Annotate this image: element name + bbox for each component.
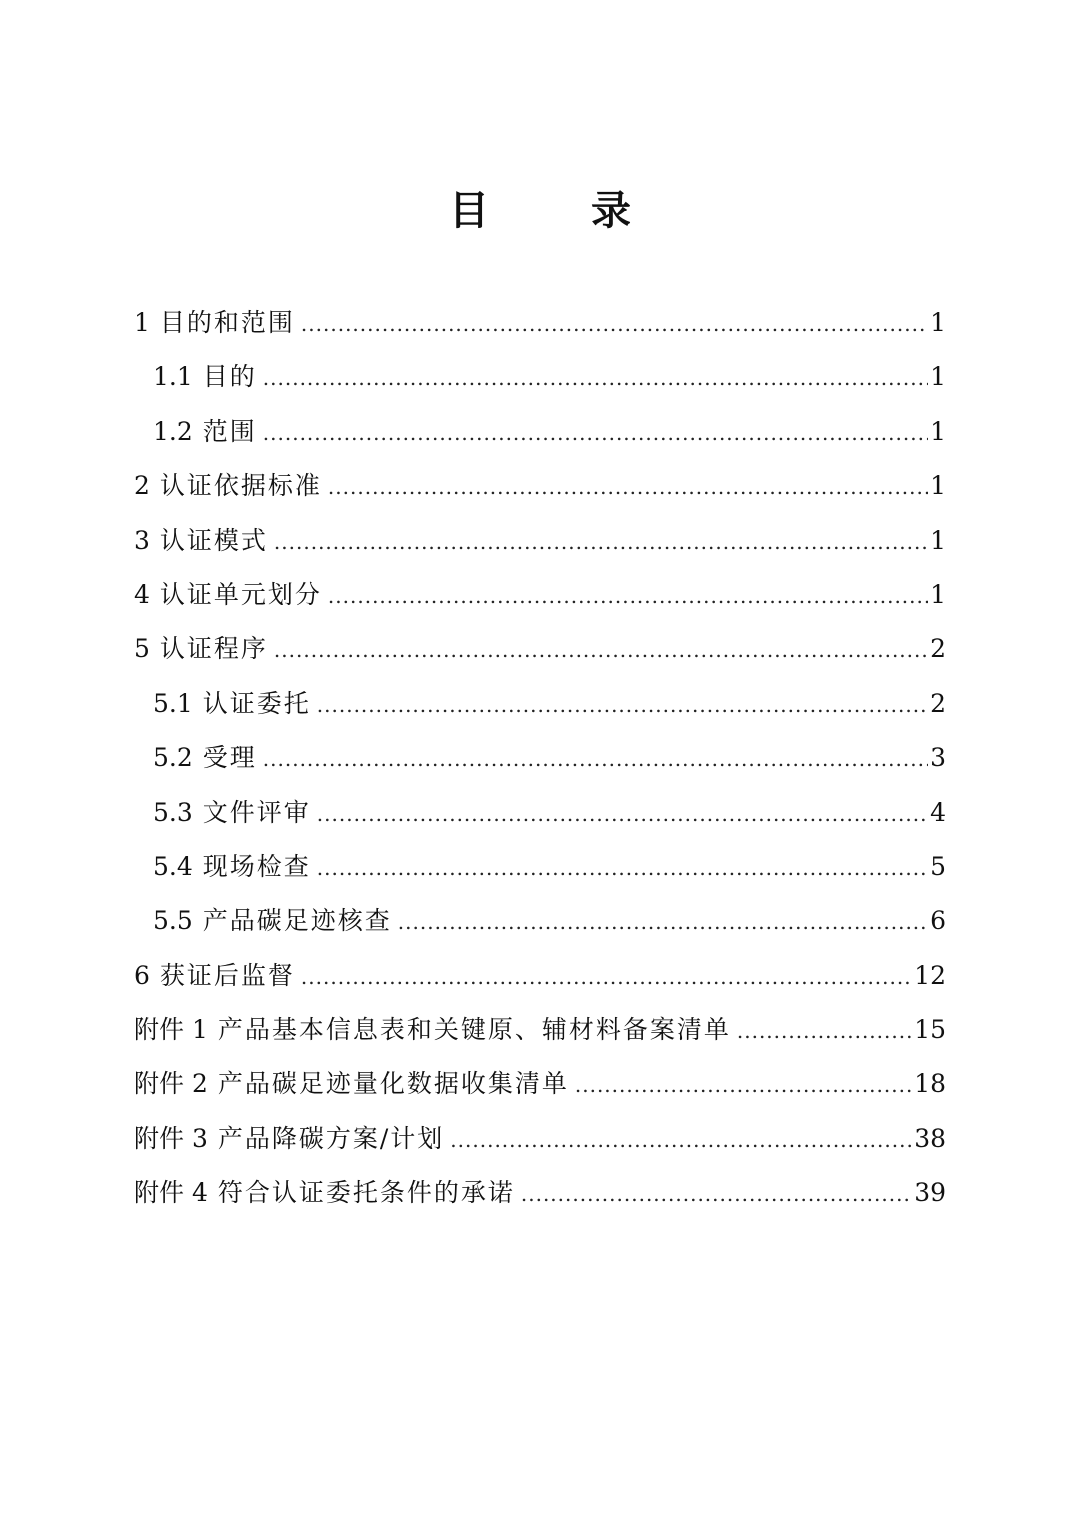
toc-page-number: 1 [930, 525, 946, 555]
toc-dot-leader [301, 950, 912, 1004]
toc-entry-number: 1.2 [153, 416, 193, 446]
toc-entry[interactable] [134, 514, 946, 568]
toc-entry-label [134, 296, 295, 350]
toc-entry-number: 6 [134, 960, 150, 990]
toc-entry-number: 附件 2 [134, 1069, 208, 1099]
toc-entry-number: 5 [134, 634, 150, 664]
toc-entry-title: 产品碳足迹核查 [202, 906, 392, 936]
toc-entry-number: 附件 4 [134, 1178, 208, 1208]
toc-dot-leader [737, 1004, 912, 1058]
toc-dot-leader [274, 515, 928, 569]
toc-entry[interactable] [134, 677, 946, 731]
toc-dot-leader [263, 406, 928, 460]
toc-entry-label [153, 786, 311, 840]
toc-entry-label [134, 568, 322, 622]
toc-dot-leader [398, 895, 928, 949]
toc-page-number: 3 [930, 743, 946, 773]
toc-entry-title: 产品降碳方案/计划 [217, 1123, 445, 1153]
toc-entry-title: 获证后监督 [159, 960, 295, 990]
toc-dot-leader [317, 841, 928, 895]
toc-page-number: 2 [930, 634, 946, 664]
toc-entry-number: 3 [134, 525, 150, 555]
toc-page-number: 1 [930, 471, 946, 501]
toc-entry[interactable] [134, 1003, 946, 1057]
toc-entry-number: 2 [134, 471, 150, 501]
toc-entry-title: 认证模式 [159, 525, 268, 555]
toc-entry[interactable] [134, 786, 946, 840]
toc-entry-number: 1 [134, 308, 150, 337]
toc-entry-title: 目的 [202, 362, 257, 392]
toc-entry-number: 附件 1 [134, 1015, 208, 1045]
toc-entry[interactable] [134, 949, 946, 1003]
toc-entry-title: 认证单元划分 [159, 579, 322, 609]
toc-page-number: 6 [930, 906, 946, 936]
toc-entry-label [134, 1057, 569, 1111]
toc-entry-label [134, 1003, 731, 1057]
toc-entry-title: 符合认证委托条件的承诺 [217, 1178, 515, 1208]
toc-entry[interactable] [134, 894, 946, 948]
toc-entry-label [153, 894, 392, 948]
toc-page-number: 18 [914, 1069, 946, 1099]
toc-entry-number: 5.3 [153, 797, 193, 827]
toc-page-number: 1 [930, 362, 946, 392]
toc-entry[interactable] [134, 296, 946, 350]
toc-entry-label [153, 405, 257, 459]
toc-page-number: 12 [914, 960, 946, 990]
toc-entry-title: 认证依据标准 [159, 471, 322, 501]
toc-entry-number: 5.5 [153, 906, 193, 936]
toc-entry[interactable] [134, 1057, 946, 1111]
toc-entry-title: 现场检查 [202, 851, 311, 881]
toc-page-number: 38 [914, 1123, 946, 1153]
toc-entry[interactable] [134, 459, 946, 513]
toc-entry-number: 4 [134, 579, 150, 609]
toc-dot-leader [450, 1113, 912, 1167]
toc-entry[interactable] [134, 731, 946, 785]
toc-entry-label [153, 677, 311, 731]
toc-dot-leader [575, 1058, 912, 1112]
toc-page-number: 39 [914, 1178, 946, 1208]
toc-entry-title: 认证程序 [159, 634, 268, 664]
toc-entry-title: 文件评审 [202, 797, 311, 827]
toc-entry-title: 认证委托 [202, 688, 311, 718]
toc-entry-title: 目的和范围 [159, 308, 295, 337]
toc-entry-label [153, 731, 257, 785]
toc-entry-title: 产品碳足迹量化数据收集清单 [217, 1069, 569, 1099]
toc-entry[interactable] [134, 1166, 946, 1220]
toc-entry-label [134, 514, 268, 568]
toc-page-number: 1 [930, 416, 946, 446]
toc-page-number: 5 [930, 851, 946, 881]
toc-dot-leader [328, 569, 928, 623]
toc-entry-label [134, 459, 322, 513]
toc-dot-leader [317, 787, 928, 841]
toc-entry-number: 5.4 [153, 851, 193, 881]
toc-entry-label [153, 350, 257, 404]
toc-dot-leader [301, 297, 928, 351]
toc-entry-title: 受理 [202, 743, 257, 773]
toc-page-number: 2 [930, 688, 946, 718]
toc-entry-label [134, 949, 295, 1003]
toc-entry-title: 产品基本信息表和关键原、辅材料备案清单 [217, 1015, 731, 1045]
toc-entry-title: 范围 [202, 416, 257, 446]
toc-dot-leader [263, 732, 928, 786]
toc-entry[interactable] [134, 840, 946, 894]
toc-dot-leader [263, 351, 928, 405]
toc-entry[interactable] [134, 405, 946, 459]
toc-entry-label [134, 1166, 515, 1220]
toc-entry-label [134, 1112, 444, 1166]
toc-entry-label [134, 622, 268, 676]
table-of-contents [134, 296, 946, 1221]
toc-dot-leader [521, 1167, 912, 1221]
toc-entry[interactable] [134, 1112, 946, 1166]
toc-page-number: 15 [914, 1015, 946, 1045]
toc-entry[interactable] [134, 350, 946, 404]
toc-entry-label [153, 840, 311, 894]
toc-entry-number: 5.2 [153, 743, 193, 773]
toc-dot-leader [317, 678, 928, 732]
toc-entry-number: 附件 3 [134, 1123, 208, 1153]
toc-page-number: 4 [930, 797, 946, 827]
toc-entry[interactable] [134, 622, 946, 676]
toc-dot-leader [328, 460, 928, 514]
toc-entry-number: 5.1 [153, 688, 193, 718]
toc-entry[interactable] [134, 568, 946, 622]
page-title: 目 录 [449, 188, 675, 234]
toc-dot-leader [274, 623, 928, 677]
toc-entry-number: 1.1 [153, 362, 193, 392]
toc-page-number: 1 [930, 579, 946, 609]
toc-page-number: 1 [930, 308, 946, 337]
